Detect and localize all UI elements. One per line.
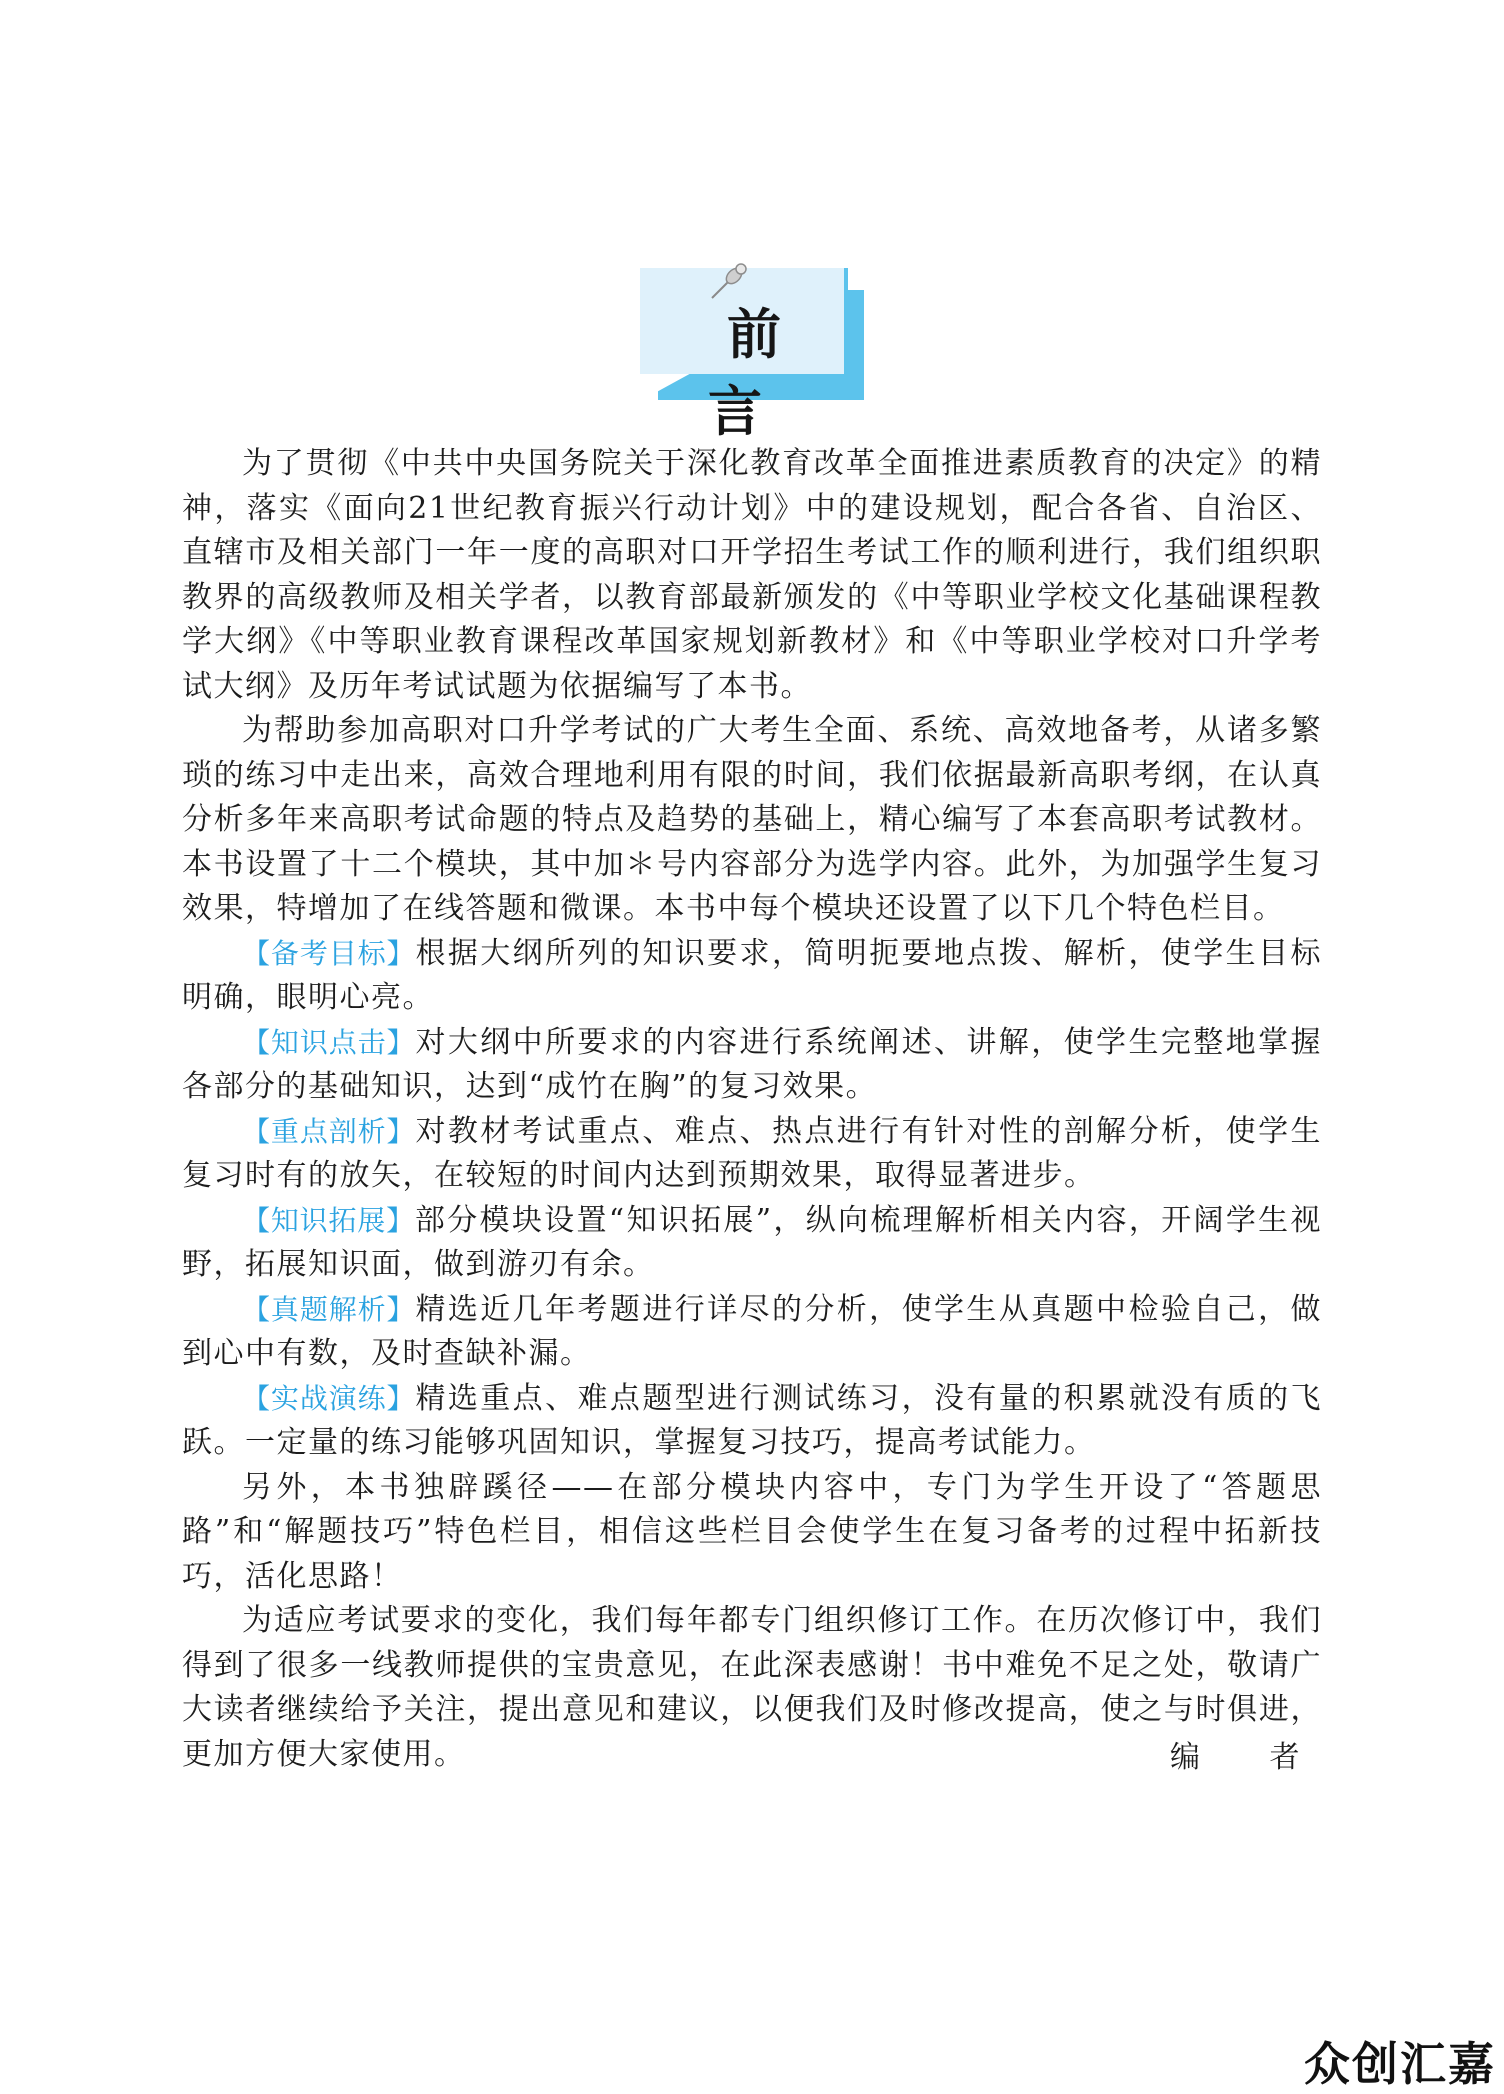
- page-title: 前 言: [708, 303, 819, 443]
- watermark-logo: 众创汇嘉: [1304, 2037, 1496, 2091]
- paragraph-feature-exam: 【真题解析】精选近几年考题进行详尽的分析，使学生从真题中检验自己，做到心中有数，及时查缺补漏。: [182, 1291, 1322, 1371]
- paragraph-thanks: 为适应考试要求的变化，我们每年都专门组织修订工作。在历次修订中，我们得到了很多一线教师提供的宝贵意见，在此深表感谢！书中难免不足之处，敬请广大读者继续给予关注，提出意见和建议，以便我们及时修改提高，使之与时俱进，更加方便大家使用。: [182, 1603, 1322, 1772]
- feature-tag: 【实战演练】: [242, 1381, 416, 1415]
- feature-tag: 【知识点击】: [242, 1025, 416, 1059]
- paragraph-feature-goal: 【备考目标】根据大纲所列的知识要求，简明扼要地点拨、解析，使学生目标明确，眼明心亮。: [182, 935, 1322, 1015]
- paragraph-extra: 另外，本书独辟蹊径——在部分模块内容中，专门为学生开设了“答题思路”和“解题技巧”特色栏目，相信这些栏目会使学生在复习备考的过程中拓新技巧，活化思路！: [182, 1469, 1322, 1594]
- paragraph-purpose: 为帮助参加高职对口升学考试的广大考生全面、系统、高效地备考，从诸多繁琐的练习中走出来，高效合理地利用有限的时间，我们依据最新高职考纲，在认真分析多年来高职考试命题的特点及趋势的基础上，精心编写了本套高职考试教材。本书设置了十二个模块，其中加＊号内容部分为选学内容。此外，为加强学生复习效果，特增加了在线答题和微课。本书中每个模块还设置了以下几个特色栏目。: [182, 713, 1322, 926]
- paragraph-intro: 为了贯彻《中共中央国务院关于深化教育改革全面推进素质教育的决定》的精神，落实《面向21世纪教育振兴行动计划》中的建设规划，配合各省、自治区、直辖市及相关部门一年一度的高职对口开学招生考试工作的顺利进行，我们组织职教界的高级教师及相关学者，以教育部最新颁发的《中等职业学校文化基础课程教学大纲》《中等职业教育课程改革国家规划新教材》和《中等职业学校对口升学考试大纲》及历年考试试题为依据编写了本书。: [182, 446, 1322, 704]
- paragraph-feature-practice: 【实战演练】精选重点、难点题型进行测试练习，没有量的积累就没有质的飞跃。一定量的练习能够巩固知识，掌握复习技巧，提高考试能力。: [182, 1380, 1322, 1460]
- preface-body: [182, 442, 1322, 1777]
- paragraph-feature-analysis: 【重点剖析】对教材考试重点、难点、热点进行有针对性的剖解分析，使学生复习时有的放矢，在较短的时间内达到预期效果，取得显著进步。: [182, 1113, 1322, 1193]
- feature-tag: 【重点剖析】: [242, 1114, 416, 1148]
- feature-tag: 【真题解析】: [242, 1292, 416, 1326]
- feature-tag: 【知识拓展】: [242, 1203, 415, 1237]
- paragraph-feature-extension: 【知识拓展】部分模块设置“知识拓展”，纵向梳理解析相关内容，开阔学生视野，拓展知识面，做到游刃有余。: [182, 1202, 1322, 1282]
- title-banner: [636, 268, 872, 443]
- feature-tag: 【备考目标】: [242, 936, 416, 970]
- signature: 编 者: [1170, 1740, 1330, 1775]
- paragraph-feature-knowledge: 【知识点击】对大纲中所要求的内容进行系统阐述、讲解，使学生完整地掌握各部分的基础知识，达到“成竹在胸”的复习效果。: [182, 1024, 1322, 1104]
